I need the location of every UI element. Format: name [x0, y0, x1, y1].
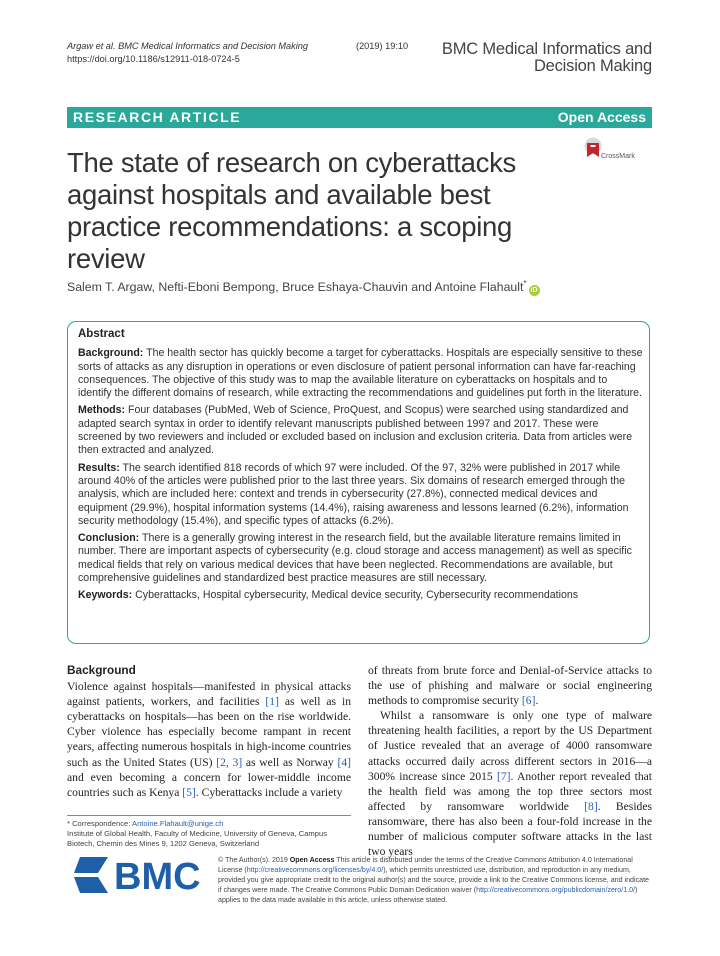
citation-year: (2019) 19:10 — [356, 41, 409, 51]
abstract-box — [67, 321, 650, 644]
article-type-label: RESEARCH ARTICLE — [73, 109, 242, 125]
affiliation: Institute of Global Health, Faculty of Medicine, University of Geneva, Campus Biotech, Chemin des Mines 9, 1202 Geneva, Switzerland — [67, 829, 327, 848]
correspondence-email[interactable]: Antoine.Flahault@unige.ch — [132, 819, 224, 828]
body-right-column — [368, 663, 652, 859]
citation-link[interactable]: [2, 3] — [216, 755, 243, 769]
citation: Argaw et al. BMC Medical Informatics and Decision Making — [67, 41, 309, 51]
abstract-keywords: Keywords: Cyberattacks, Hospital cybersecurity, Medical device security, Cybersecurity recommendations — [78, 589, 579, 602]
citation-link[interactable]: [1] — [265, 695, 279, 709]
article-title: The state of research on cyberattacks against hospitals and available best practice recommendations: a scoping review — [67, 147, 516, 274]
abstract-results: Results: The search identified 818 records of which 97 were included. Of the 97, 32% were published in 2017 while around 40% of the articles were published prior to the last three years. Six domains of research emerged through the analysis, which are included here: context and trends in cybersecurity (27.8%), connected medical devices and equipment (29.9%), hospital information systems (14.4%), raising awareness and lessons learned (6.2%), information security methodology (15.4%), and specific types of attacks (6.2%). — [78, 461, 629, 527]
citation-link[interactable]: [4] — [337, 755, 351, 769]
corresponding-marker: * — [523, 279, 527, 288]
background-paragraph: Violence against hospitals—manifested in physical attacks against patients, workers, and facilities [1] as well as in cyberattacks on hospitals—has been on the rise worldwide. Cyber violence has especially become rampant in recent years, affecting numerous hospitals in high-income countries such as the United States (US) [2, 3] as well as Norway [4] and even becoming a concern for lower-middle income countries such as Kenya [5]. Cyberattacks include a variety — [67, 680, 351, 799]
open-access-label: Open Access — [557, 109, 646, 125]
section-heading-background: Background — [67, 663, 136, 677]
license-link[interactable]: http://creativecommons.org/licenses/by/4.0/ — [246, 866, 384, 874]
abstract-conclusion: Conclusion: There is a generally growing interest in the research field, but the available literature remains limited in number. There are important aspects of cybersecurity (e.g. cloud storage and access management) as well as specific medical fields that rely on various medical devices that have been neglected. Recommendations are available, but comprehensive guidelines and standardized best practice measures are still necessary. — [78, 532, 632, 585]
author-list — [67, 279, 540, 296]
orcid-icon[interactable]: iD — [530, 287, 538, 295]
authors-text: Salem T. Argaw, Nefti-Eboni Bempong, Bruce Eshaya-Chauvin and Antoine Flahault — [67, 280, 524, 295]
journal-name-line1: BMC Medical Informatics and — [441, 40, 652, 58]
crossmark-icon — [584, 137, 602, 163]
waiver-link[interactable]: http://creativecommons.org/publicdomain/zero/1.0/ — [476, 886, 636, 894]
citation-link[interactable]: [7] — [496, 769, 511, 783]
body-paragraph: Whilst a ransomware is only one type of malware threatening health facilities, a report by the US Department of Justice revealed that an average of 4000 ransomware attacks occurred daily across different sectors in 2016—a 300% increase since 2015 [7]. Another report revealed that the health field was among the top three sectors most affected by ransomware worldwide [8]. Besides ransomware, there has also been a four-fold increase in the number of malicious computer software attacks in the last two years — [368, 709, 652, 859]
journal-name — [442, 41, 652, 75]
abstract-background: Background: The health sector has quickly become a target for cyberattacks. Hospitals are especially sensitive to these sorts of attacks as any disruption in operations or even disclosure of patient personal information can have far-reaching consequences. The objective of this study was to map the available literature on cyberattacks on hospitals and to identify the different domains of research, while extracting the recommendations and guidelines put forth in the literature. — [78, 347, 643, 400]
abstract-heading: Abstract — [78, 328, 125, 340]
license-statement: © The Author(s). 2019 Open Access This article is distributed under the terms of the Creative Commons Attribution 4.0 International License (http://creativecommons.org/licenses/by/4.0/), which permits unrestricted use, distribution, and reproduction in any medium, provided you give appropriate credit to the original author(s) and the source, provide a link to the Creative Commons license, and indicate if changes were made. The Creative Commons Public Domain Dedication waiver (http://creativecommons.org/publicdomain/zero/1.0/) applies to the data made available in this article, unless otherwise stated. — [218, 856, 649, 904]
body-left-column — [67, 663, 351, 800]
citation-link[interactable]: [8] — [584, 799, 598, 813]
open-access-note: Open Access — [289, 856, 335, 864]
body-paragraph: of threats from brute force and Denial-of-Service attacks to the use of phishing and malware or social engineering methods to compromise security [6]. — [368, 664, 652, 708]
bmc-logo — [74, 851, 234, 901]
citation-link[interactable]: [6] — [521, 694, 536, 708]
article-type-banner — [67, 107, 652, 128]
doi-link[interactable]: https://doi.org/10.1186/s12911-018-0724-5 — [67, 54, 240, 64]
bmc-logo-icon — [74, 851, 234, 901]
crossmark-badge[interactable] — [584, 137, 654, 167]
correspondence-note — [67, 815, 351, 849]
bmc-logo-text: BMC — [114, 856, 201, 898]
journal-name-line2: Decision Making — [533, 57, 652, 75]
correspondence-label: * Correspondence: — [67, 819, 133, 828]
page-header — [67, 40, 408, 66]
citation-link[interactable]: [5] — [182, 785, 196, 799]
abstract-methods: Methods: Four databases (PubMed, Web of Science, ProQuest, and Scopus) were searched using standardized and adapted search syntax in order to identify relevant manuscripts published between 1997 and 2017. These were screened by two reviewers and included or excluded based on inclusion and exclusion criteria. Data from articles were then extracted and analyzed. — [78, 404, 633, 457]
crossmark-label: CrossMark — [601, 153, 635, 160]
